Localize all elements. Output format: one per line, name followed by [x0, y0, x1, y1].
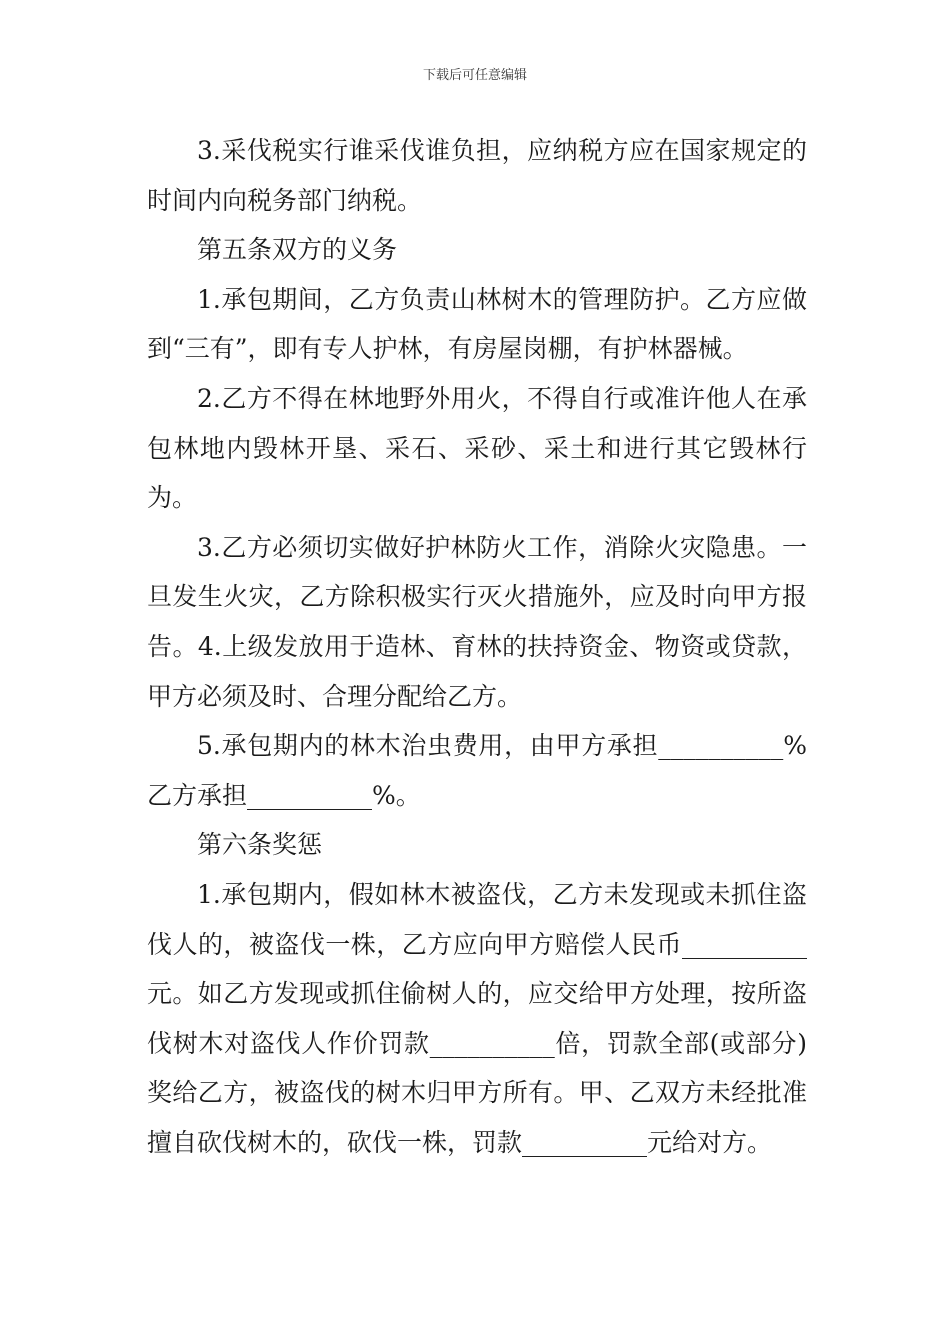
- page-header: 下载后可任意编辑: [422, 68, 527, 83]
- paragraph-penalty-1: 1.承包期内，假如林木被盗伐，乙方未发现或未抓住盗伐人的，被盗伐一株，乙方应向甲方赔偿人民币__________元。如乙方发现或抓住偷树人的，应交给甲方处理，按所盗伐树木对盗伐人作价罚款__________倍，罚款全部(或部分)奖给乙方，被盗伐的树木归甲方所有。甲、乙双方未经批准擅自砍伐树木的，砍伐一株，罚款__________元给对方。: [147, 879, 807, 1157]
- section-heading-article-5: 第五条双方的义务: [197, 235, 398, 265]
- paragraph-obligation-1: 1.承包期间，乙方负责山林树木的管理防护。乙方应做到“三有”，即有专人护林，有房屋岗棚，有护林器械。: [147, 284, 807, 364]
- paragraph-obligation-5: 5.承包期内的林木治虫费用，由甲方承担__________%乙方承担__________%。: [147, 731, 807, 810]
- paragraph-obligation-3-4: 3.乙方必须切实做好护林防火工作，消除火灾隐患。一旦发生火灾，乙方除积极实行灭火措施外，应及时向甲方报告。4.上级发放用于造林、育林的扶持资金、物资或贷款，甲方必须及时、合理分配给乙方。: [147, 532, 807, 711]
- section-heading-article-6: 第六条奖惩: [197, 830, 323, 860]
- paragraph-logging-tax: 3.采伐税实行谁采伐谁负担，应纳税方应在国家规定的时间内向税务部门纳税。: [147, 136, 807, 215]
- paragraph-obligation-2: 2.乙方不得在林地野外用火，不得自行或准许他人在承包林地内毁林开垦、采石、采砂、采土和进行其它毁林行为。: [147, 383, 807, 513]
- document-body: [147, 126, 807, 1167]
